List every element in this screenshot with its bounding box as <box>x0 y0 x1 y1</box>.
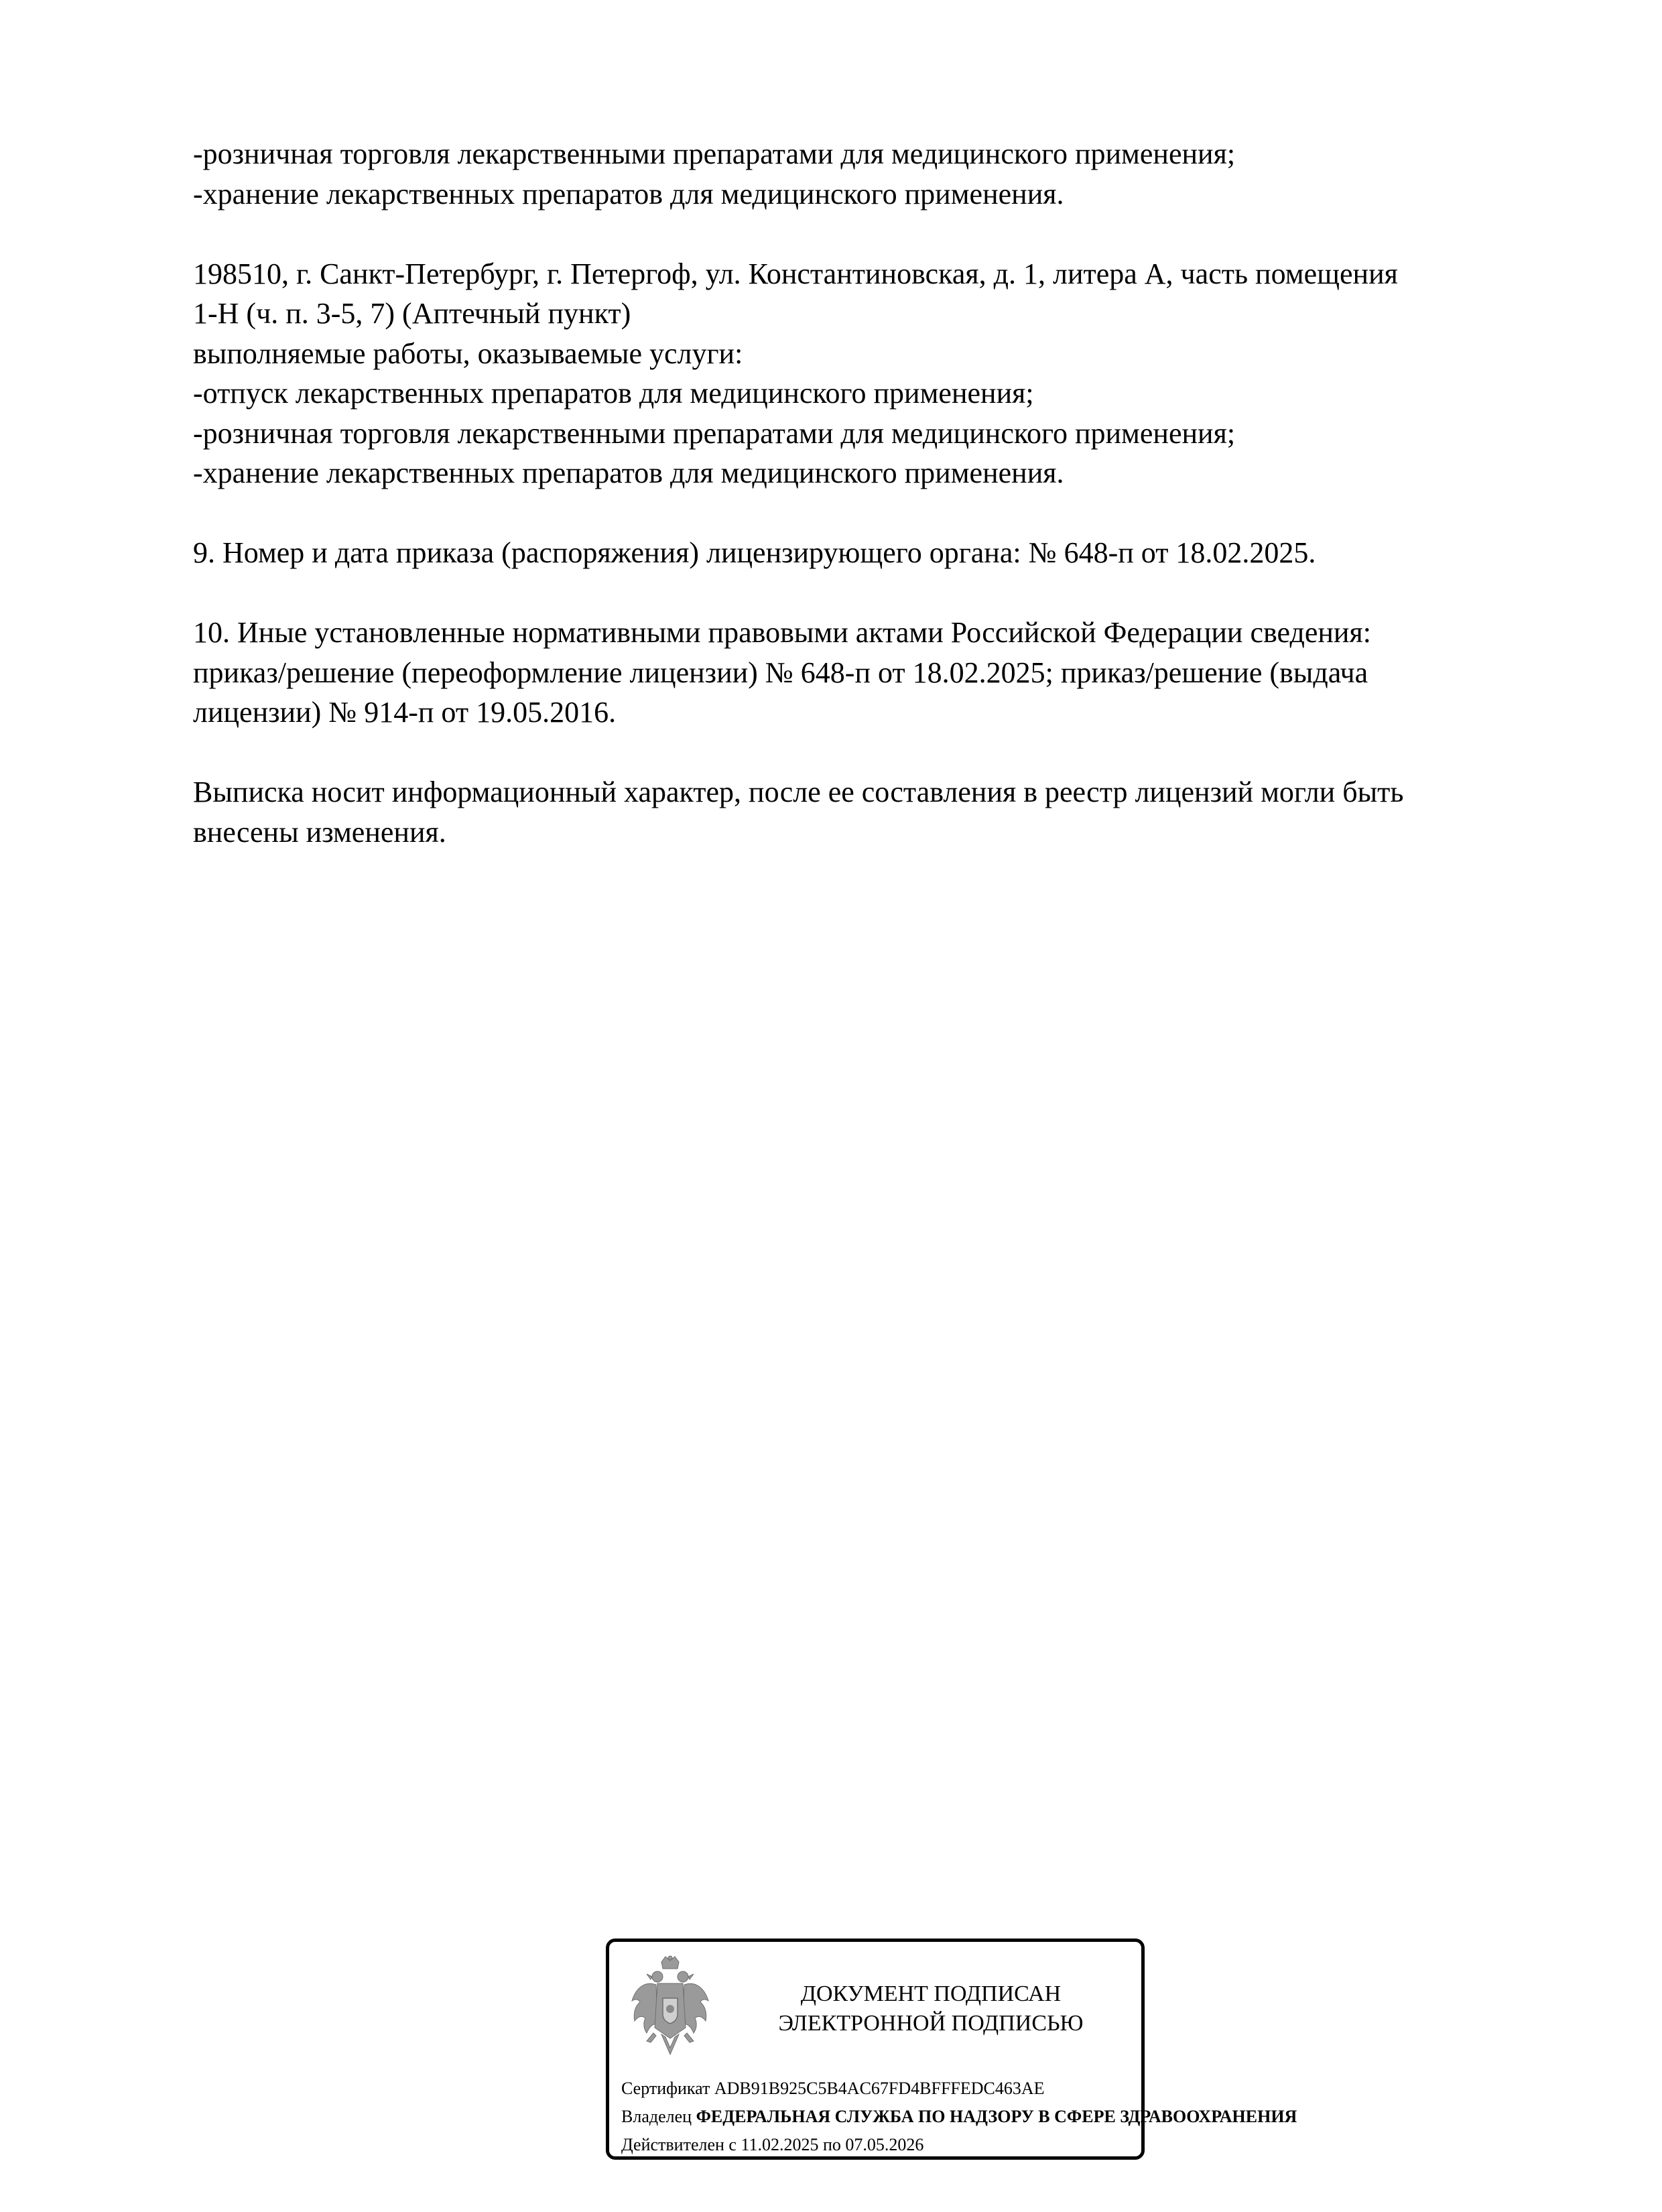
service-item: -отпуск лекарственных препаратов для медицинского применения; <box>193 377 1034 410</box>
disclaimer <box>193 772 1587 852</box>
order-info: 9. Номер и дата приказа (распоряжения) лицензирующего органа: № 648-п от 18.02.2025. <box>193 536 1316 569</box>
service-item: -розничная торговля лекарственными препаратами для медицинского применения; <box>193 416 1236 450</box>
item-9 <box>193 533 1587 573</box>
coat-of-arms-icon <box>627 1954 714 2061</box>
text-line: -хранение лекарственных препаратов для медицинского применения. <box>193 177 1064 210</box>
owner-label: Владелец <box>621 2107 692 2126</box>
document-body <box>193 134 1587 852</box>
electronic-signature-stamp <box>606 1939 1297 2160</box>
stamp-title-line: ДОКУМЕНТ ПОДПИСАН <box>800 1981 1062 2006</box>
certificate-label: Сертификат <box>621 2079 710 2098</box>
stamp-info <box>621 2075 1297 2159</box>
text-line: -розничная торговля лекарственными препаратами для медицинского применения; <box>193 137 1236 170</box>
disclaimer-line: Выписка носит информационный характер, после ее составления в реестр лицензий могли быть <box>193 776 1404 808</box>
owner-value: ФЕДЕРАЛЬНАЯ СЛУЖБА ПО НАДЗОРУ В СФЕРЕ ЗДРАВООХРАНЕНИЯ <box>696 2107 1297 2126</box>
other-info-line: лицензии) № 914-п от 19.05.2016. <box>193 696 617 729</box>
service-item: -хранение лекарственных препаратов для медицинского применения. <box>193 456 1064 489</box>
owner-row <box>621 2103 1297 2131</box>
other-info-line: 10. Иные установленные нормативными правовыми актами Российской Федерации сведения: <box>193 616 1371 649</box>
top-lines <box>193 134 1587 214</box>
validity-row: Действителен с 11.02.2025 по 07.05.2026 <box>621 2135 924 2154</box>
services-heading: выполняемые работы, оказываемые услуги: <box>193 336 743 370</box>
other-info-line: приказ/решение (переоформление лицензии) № 648-п от 18.02.2025; приказ/решение (выдача <box>193 656 1368 689</box>
item-10 <box>193 613 1587 733</box>
disclaimer-line: внесены изменения. <box>193 815 446 849</box>
address-line: 198510, г. Санкт-Петербург, г. Петергоф, ул. Константиновская, д. 1, литера А, часть помещения <box>193 257 1398 290</box>
stamp-title <box>750 1979 1112 2038</box>
stamp-title-line: ЭЛЕКТРОННОЙ ПОДПИСЬЮ <box>778 2011 1084 2036</box>
certificate-value: ADB91B925C5B4AC67FD4BFFFEDC463AE <box>714 2079 1045 2098</box>
address-block <box>193 254 1587 493</box>
address-line: 1-Н (ч. п. 3-5, 7) (Аптечный пункт) <box>193 297 631 330</box>
certificate-row <box>621 2075 1297 2103</box>
